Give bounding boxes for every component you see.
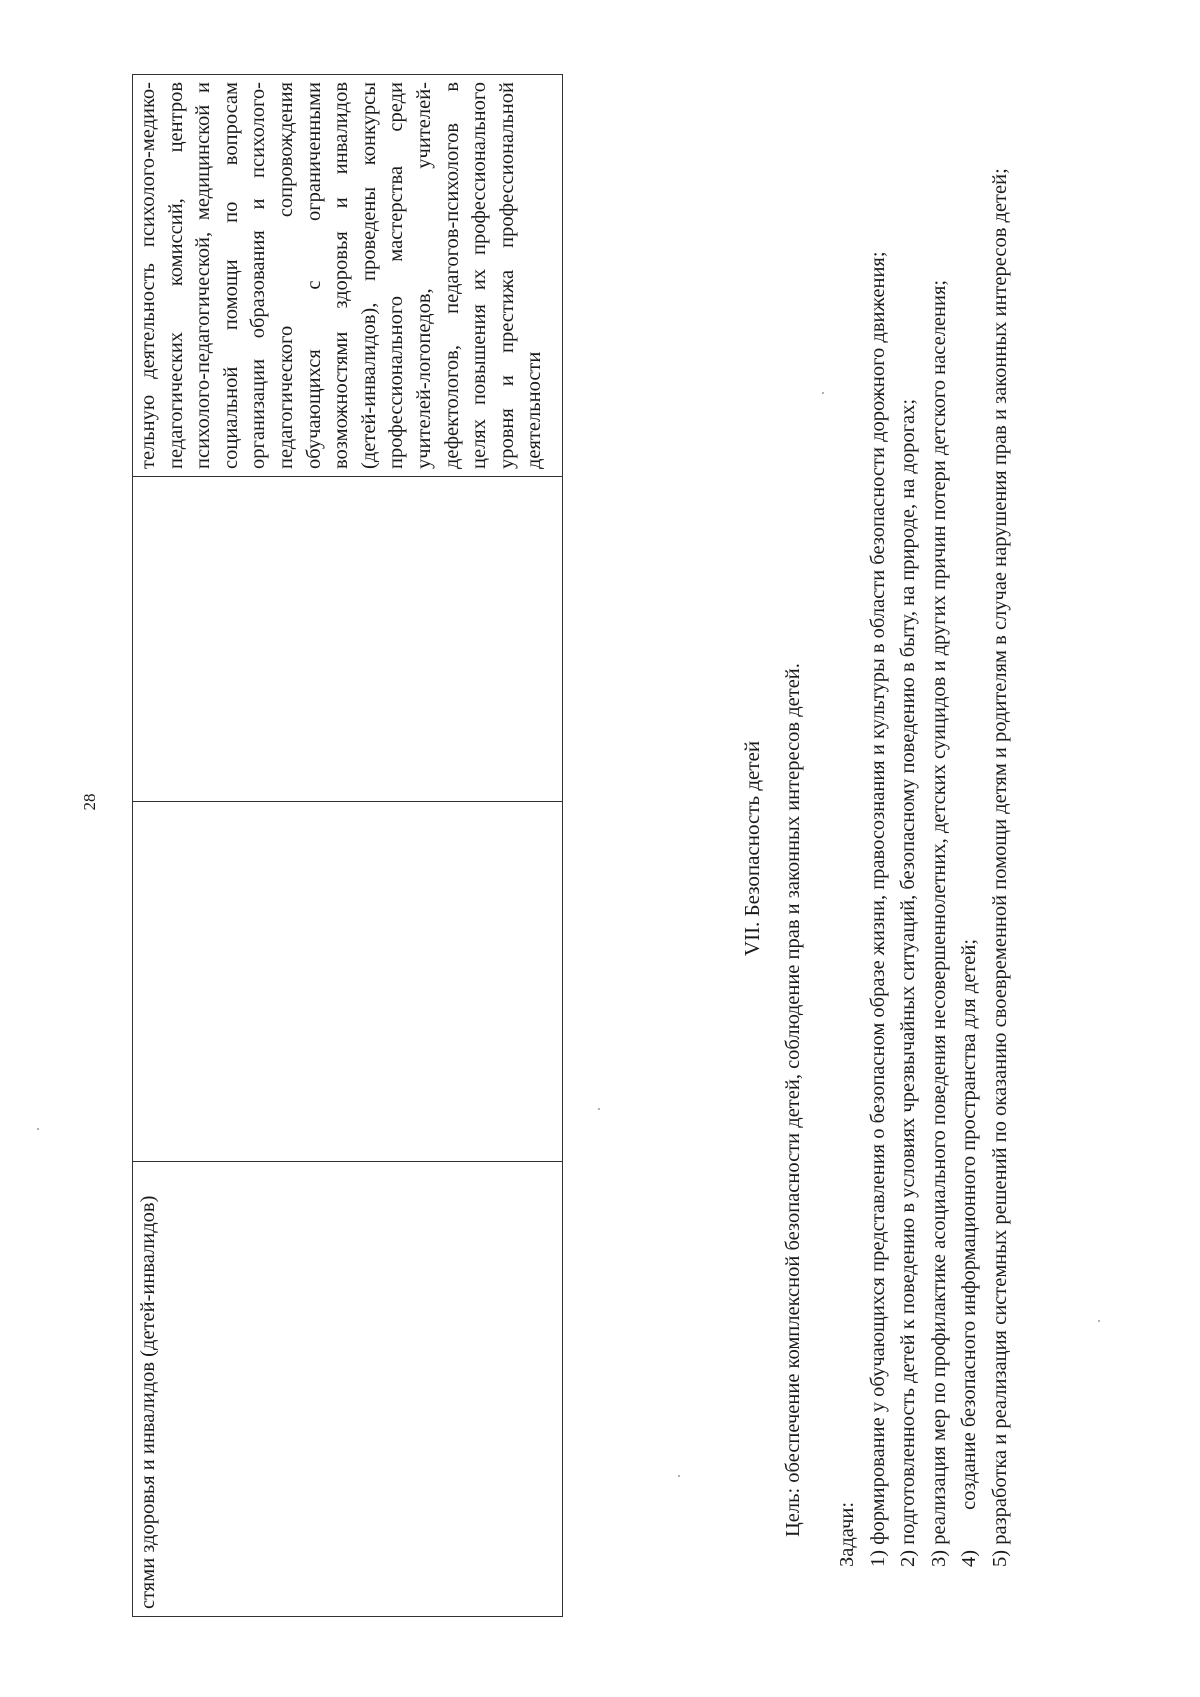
section-goal: Цель: обеспечение комплексной безопасности детей, соблюдение прав и законных интересов детей. [782,663,804,1537]
task-text: создание безопасного информационного пространства для детей; [958,938,980,1510]
table-cell: тельную деятельность психолого-медико-педагогических комиссий, центров психолого-педагогической, медицинской и социальной помощи по вопросам организации образования и психолого-педагогического сопровождения обучающихся с ограниченными возможностями здоровья и инвалидов (детей-инвалидов), проведены конкурсы профессионального мастерства среди учителей-логопедов, учителей-дефектологов, педагогов-психологов в целях повышения их профессионального уровня и престижа профессиональной деятельности [133,75,563,477]
table-row [133,75,563,1617]
table-cell [133,477,563,802]
tasks-block [832,77,1015,1617]
task-item: 5) разработка и реализация системных решений по оказанию своевременной помощи детям и родителям в случае нарушения прав и законных интересов детей; [988,168,1011,1567]
task-item: 2) подготовленность детей к поведению в условиях чрезвычайных ситуаций, безопасному поведению в быту, на природе, на дорогах; [897,398,919,1567]
section-title: VII. Безопасность детей [740,740,764,957]
table-cell: стями здоровья и инвалидов (детей-инвалидов) [133,1162,563,1617]
task-item [954,77,985,1617]
tasks-heading: Задачи: [836,1501,858,1567]
scan-speck [37,1128,39,1130]
scan-speck [598,1108,600,1110]
table-cell [133,802,563,1162]
task-item: 3) реализация мер по профилактике асоциального поведения несовершеннолетних, детских суицидов и других причин потери детского населения; [927,279,950,1567]
scan-speck [822,392,824,394]
scan-speck [1098,1320,1100,1322]
scan-speck [678,1475,680,1477]
page-number: 28 [80,793,99,811]
task-number: 4) [958,1549,980,1567]
task-item: 1) формирование у обучающихся представления о безопасном образе жизни, правосознания и культуры в области безопасности дорожного движения; [866,251,889,1567]
activities-table [132,74,563,1617]
